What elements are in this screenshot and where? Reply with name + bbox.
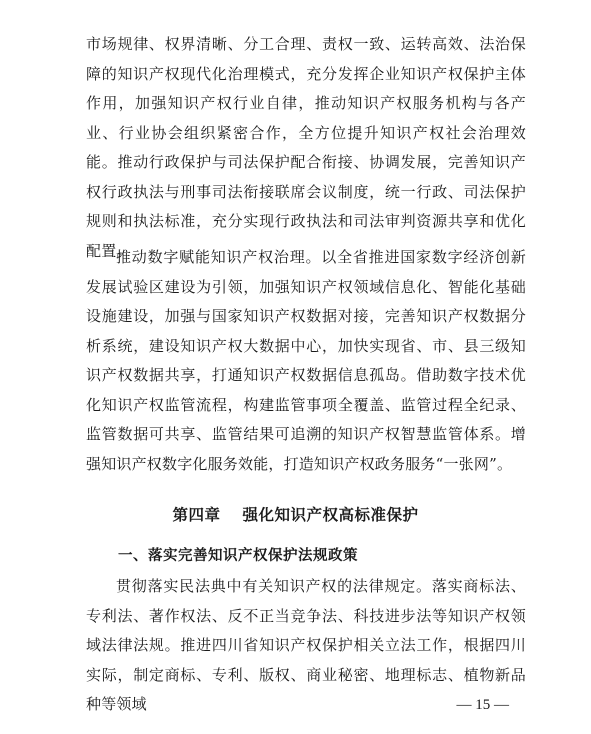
chapter-heading [0,503,591,525]
section-heading: 一、落实完善知识产权保护法规政策 [118,548,358,564]
body-paragraph-1: 市场规律、权界清晰、分工合理、责权一致、运转高效、法治保障的知识产权现代化治理模式，充分发挥企业知识产权保护主体作用，加强知识产权行业自律，推动知识产权服务机构与各产业、行业协会组织紧密合作，全方位提升知识产权社会治理效能。推动行政保护与司法保护配合衔接、协调发展，完善知识产权行政执法与刑事司法衔接联席会议制度，统一行政、司法保护规则和执法标准，充分实现行政执法和司法审判资源共享和优化配置。 [86,35,526,260]
chapter-number: 第四章 [172,506,221,524]
body-paragraph-3: 贯彻落实民法典中有关知识产权的法律规定。落实商标法、专利法、著作权法、反不正当竞争法、科技进步法等知识产权领域法律法规。推进四川省知识产权保护相关立法工作，根据四川实际，制定商标、专利、版权、商业秘密、地理标志、植物新品种等领域 [86,577,526,713]
page-number: — 15 — [456,697,509,713]
chapter-title: 强化知识产权高标准保护 [242,506,419,524]
body-paragraph-2: 推动数字赋能知识产权治理。以全省推进国家数字经济创新发展试验区建设为引领，加强知识产权领域信息化、智能化基础设施建设，加强与国家知识产权数据对接，完善知识产权数据分析系统，建设知识产权大数据中心，加快实现省、市、县三级知识产权数据共享，打通知识产权数据信息孤岛。借助数字技术优化知识产权监管流程，构建监管事项全覆盖、监管过程全纪录、监管数据可共享、监管结果可追溯的知识产权智慧监管体系。增强知识产权数字化服务效能，打造知识产权政务服务“一张网”。 [86,248,526,473]
